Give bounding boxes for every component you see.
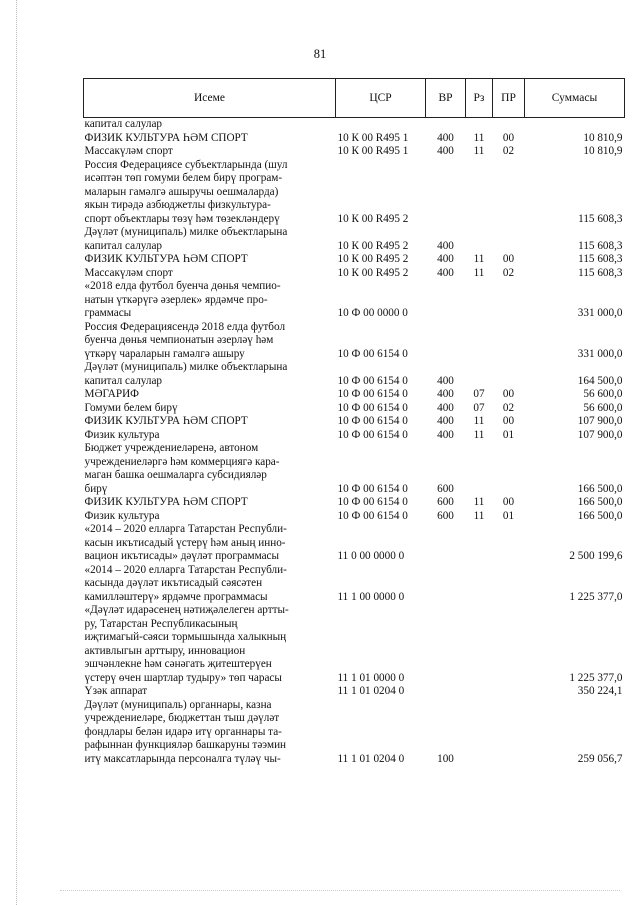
header-rz: Рз <box>466 79 493 118</box>
row-vr <box>426 523 466 564</box>
row-rz <box>466 604 493 685</box>
row-vr: 400 <box>437 415 454 427</box>
row-name: ФИЗИК КУЛЬТУРА ҺӘМ СПОРТ <box>84 131 248 144</box>
row-sum: 56 600,0 <box>583 401 623 414</box>
row-rz <box>466 523 493 564</box>
row-vr: 600 <box>437 482 454 495</box>
row-vr: 400 <box>437 374 454 387</box>
row-sum: 166 500,0 <box>577 509 623 522</box>
row-csr: 11 1 00 0000 0 <box>337 590 405 603</box>
row-pr: 00 <box>502 496 515 508</box>
row-name: Дәүләт (муниципаль) органнары, казна учреждениеләре, бюджеттан тыш дәүләт фондлары белән идарә итү органнары та- рафыннан функцияләр башкаруны тәэмин итү максатларында персоналга түләү чы- <box>84 698 287 765</box>
budget-table <box>83 78 625 766</box>
row-rz: 11 <box>473 131 485 144</box>
row-sum: 1 225 377,0 <box>569 671 623 684</box>
row-rz <box>466 226 493 253</box>
table-row <box>84 685 625 699</box>
row-vr <box>426 159 466 227</box>
row-sum: 115 608,3 <box>578 239 623 252</box>
row-csr: 11 1 01 0204 0 <box>337 752 405 765</box>
budget-table-container <box>83 78 624 766</box>
row-pr: 00 <box>502 388 515 400</box>
row-vr: 400 <box>437 239 454 252</box>
row-csr: 10 Ф 00 6154 0 <box>337 374 408 387</box>
row-csr: 10 Ф 00 6154 0 <box>337 509 408 522</box>
row-pr: 02 <box>502 266 515 279</box>
table-row <box>84 280 625 321</box>
row-pr <box>493 361 525 388</box>
row-name: «2018 елда футбол буенча дөнья чемпио- натын үткәрүгә әзерлек» ярдәмче про- граммасы <box>84 280 281 319</box>
table-row <box>84 267 625 281</box>
row-pr <box>493 699 525 767</box>
row-csr: 11 1 01 0000 0 <box>337 671 405 684</box>
table-row <box>84 442 625 496</box>
row-csr: 10 К 00 R495 1 <box>337 145 409 157</box>
row-csr: 10 Ф 00 6154 0 <box>337 496 408 508</box>
table-body <box>84 118 625 767</box>
row-vr: 400 <box>437 131 454 144</box>
table-row <box>84 564 625 605</box>
row-csr: 10 К 00 R495 2 <box>337 253 409 265</box>
row-rz <box>466 118 493 132</box>
row-rz: 11 <box>473 415 485 427</box>
row-pr <box>493 523 525 564</box>
row-pr: 00 <box>502 415 515 427</box>
row-sum: 56 600,0 <box>583 388 623 400</box>
row-rz: 11 <box>473 266 485 279</box>
row-sum: 115 608,3 <box>578 266 623 279</box>
table-row <box>84 388 625 402</box>
row-name: Бюджет учреждениеләренә, автоном учреждениеләргә һәм коммерциягә кара- маган башка оешмаларга субсидияләр бирү <box>84 442 280 495</box>
row-pr: 02 <box>502 401 515 414</box>
row-pr <box>493 226 525 253</box>
row-vr: 400 <box>437 388 454 400</box>
row-pr: 01 <box>502 428 515 441</box>
row-rz: 11 <box>473 253 485 265</box>
table-row <box>84 145 625 159</box>
table-row <box>84 604 625 685</box>
row-sum: 166 500,0 <box>577 496 623 508</box>
table-row <box>84 699 625 767</box>
header-pr: ПР <box>493 79 525 118</box>
row-csr: 10 К 00 R495 2 <box>337 266 409 279</box>
row-name: Дәүләт (муниципаль) милке объектларына капитал салулар <box>84 361 288 387</box>
row-vr: 100 <box>437 752 454 765</box>
row-pr: 00 <box>502 131 515 144</box>
row-name: Массакүләм спорт <box>84 266 173 279</box>
row-pr <box>493 280 525 321</box>
table-row <box>84 253 625 267</box>
row-csr: 11 0 00 0000 0 <box>337 550 405 562</box>
row-rz <box>466 564 493 605</box>
row-sum: 115 608,3 <box>578 253 623 265</box>
header-vr: ВР <box>426 79 466 118</box>
row-sum: 107 900,0 <box>577 415 623 427</box>
header-csr: ЦСР <box>336 79 426 118</box>
row-rz <box>466 442 493 496</box>
row-pr <box>493 442 525 496</box>
row-rz: 07 <box>473 388 485 400</box>
row-pr <box>493 604 525 685</box>
row-vr <box>426 118 466 132</box>
row-sum: 331 000,0 <box>577 347 623 360</box>
row-csr: 10 Ф 00 6154 0 <box>337 347 408 360</box>
row-csr: 10 К 00 R495 1 <box>337 131 409 144</box>
row-rz <box>466 699 493 767</box>
row-name: МӘГАРИФ <box>84 388 139 400</box>
row-name: Үзәк аппарат <box>84 685 148 697</box>
row-rz <box>466 321 493 362</box>
row-vr: 400 <box>437 401 454 414</box>
row-name: Россия Федерациясендә 2018 елда футбол буенча дөнья чемпионатын әзерләү һәм үткәрү чараларын гамәлгә ашыру <box>84 320 286 360</box>
row-vr <box>426 564 466 605</box>
row-csr: 10 К 00 R495 2 <box>337 239 409 252</box>
row-csr: 10 Ф 00 6154 0 <box>337 482 408 495</box>
row-name: капитал салулар <box>84 118 163 130</box>
table-row <box>84 321 625 362</box>
row-name: ФИЗИК КУЛЬТУРА ҺӘМ СПОРТ <box>84 253 248 265</box>
header-sum: Суммасы <box>525 79 625 118</box>
row-rz: 07 <box>473 401 485 414</box>
row-name: Россия Федерациясе субъектларында (шул исәптән төп гомуми белем бирү програм- маларын гамәлгә ашыручы оешмаларда) якын тирәдә азбюджетлы физкультура- спорт объектлары төзү һәм төзекләндерү <box>84 158 288 225</box>
row-pr <box>493 685 525 699</box>
row-rz: 11 <box>473 509 485 522</box>
row-name: ФИЗИК КУЛЬТУРА ҺӘМ СПОРТ <box>84 496 248 508</box>
row-name: Физик культура <box>84 509 160 522</box>
row-pr <box>493 118 525 132</box>
row-vr <box>426 280 466 321</box>
row-pr: 02 <box>502 145 515 157</box>
row-csr: 10 Ф 00 0000 0 <box>337 307 408 319</box>
row-sum: 10 810,9 <box>583 145 623 157</box>
row-csr: 10 К 00 R495 2 <box>337 212 409 225</box>
row-pr <box>493 159 525 227</box>
row-csr: 10 Ф 00 6154 0 <box>337 428 408 441</box>
row-name: Дәүләт (муниципаль) милке объектларына капитал салулар <box>84 226 288 252</box>
row-vr: 400 <box>437 253 454 265</box>
table-row <box>84 361 625 388</box>
row-sum <box>525 118 625 132</box>
row-rz <box>466 685 493 699</box>
table-row <box>84 159 625 227</box>
row-sum: 350 224,1 <box>577 685 623 697</box>
row-vr <box>426 321 466 362</box>
row-sum: 331 000,0 <box>577 307 623 319</box>
row-rz <box>466 361 493 388</box>
row-csr: 10 Ф 00 6154 0 <box>337 401 408 414</box>
row-vr <box>426 604 466 685</box>
row-csr <box>336 118 426 132</box>
row-sum: 259 056,7 <box>577 752 623 765</box>
header-name: Исеме <box>84 79 336 118</box>
row-vr: 400 <box>437 145 454 157</box>
row-vr: 400 <box>437 266 454 279</box>
table-row <box>84 132 625 146</box>
footer-line <box>60 890 620 892</box>
row-pr: 01 <box>502 509 515 522</box>
row-sum: 2 500 199,6 <box>569 550 623 562</box>
row-csr: 10 Ф 00 6154 0 <box>337 388 408 400</box>
row-sum: 115 608,3 <box>578 212 623 225</box>
row-vr: 400 <box>437 428 454 441</box>
table-row <box>84 523 625 564</box>
row-name: Физик культура <box>84 428 160 441</box>
row-csr: 10 Ф 00 6154 0 <box>337 415 408 427</box>
row-name: «Дәүләт идарәсенең нәтиҗәлелеген артты- ру, Татарстан Республикасының иҗтимагый-сәяси тормышында халыкның активлыгын арттыру, инновацион эшчәнлекне һәм сәнәгать җитештерүен үстерү өчен шартлар тудыру» төп чарасы <box>84 604 289 684</box>
row-vr: 600 <box>437 509 454 522</box>
row-pr <box>493 321 525 362</box>
row-pr: 00 <box>502 253 515 265</box>
row-rz: 11 <box>473 145 485 157</box>
table-row <box>84 415 625 429</box>
binding-margin-line <box>16 0 18 905</box>
page-number: 81 <box>313 47 327 61</box>
table-header-row <box>84 79 625 118</box>
row-sum: 166 500,0 <box>577 482 623 495</box>
row-name: Гомуми белем бирү <box>84 401 178 414</box>
table-row <box>84 496 625 510</box>
row-name: Массакүләм спорт <box>84 145 173 157</box>
row-name: «2014 – 2020 елларга Татарстан Республи- касын икътисадый үстерү һәм аның инно- вацион икътисады» дәүләт программасы <box>84 523 287 562</box>
table-row <box>84 429 625 443</box>
table-row <box>84 402 625 416</box>
row-vr: 600 <box>437 496 454 508</box>
row-sum: 10 810,9 <box>583 131 623 144</box>
row-pr <box>493 564 525 605</box>
row-sum: 107 900,0 <box>577 428 623 441</box>
row-csr: 11 1 01 0204 0 <box>337 685 405 697</box>
table-row <box>84 510 625 524</box>
row-name: «2014 – 2020 елларга Татарстан Республи- касында дәүләт икътисадый сәясәтен камилләштерү» ярдәмче программасы <box>84 563 287 603</box>
row-name: ФИЗИК КУЛЬТУРА ҺӘМ СПОРТ <box>84 415 248 427</box>
row-rz <box>466 280 493 321</box>
row-vr <box>426 685 466 699</box>
row-rz: 11 <box>473 428 485 441</box>
row-rz: 11 <box>473 496 485 508</box>
table-row <box>84 118 625 132</box>
row-sum: 164 500,0 <box>577 374 623 387</box>
row-sum: 1 225 377,0 <box>569 590 623 603</box>
table-row <box>84 226 625 253</box>
row-rz <box>466 159 493 227</box>
